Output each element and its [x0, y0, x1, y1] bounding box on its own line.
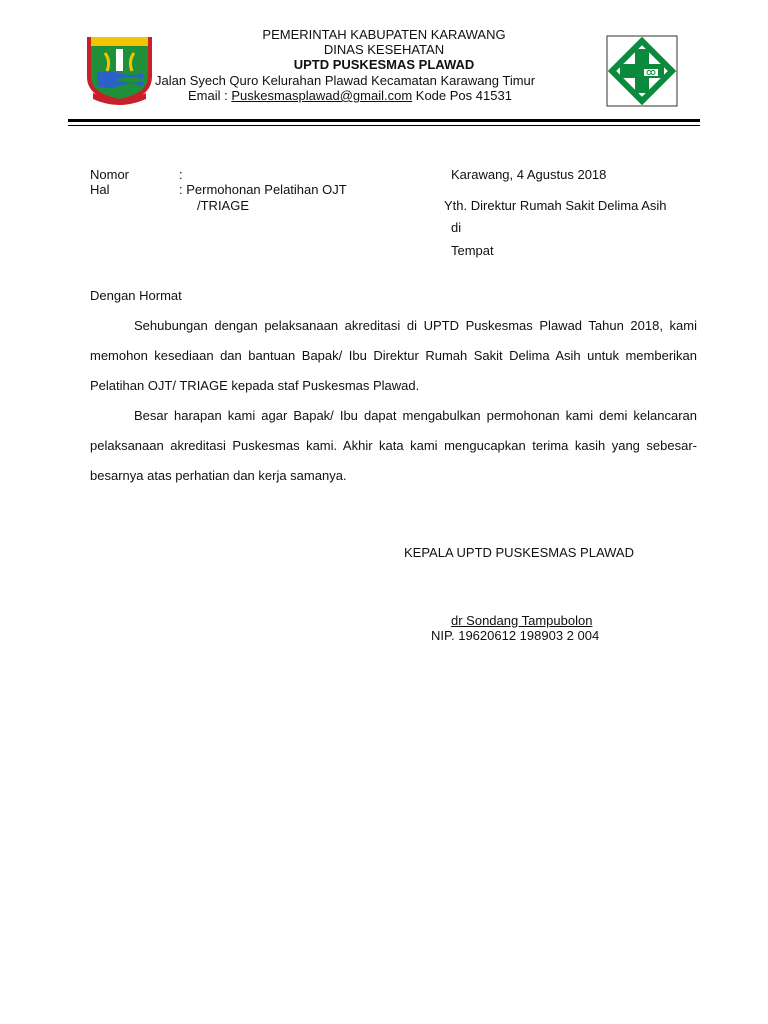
hal-label: Hal — [90, 182, 110, 197]
paragraph-2-text: Besar harapan kami agar Bapak/ Ibu dapat mengabulkan permohonan kami demi kelancaran pelaksanaan akreditasi Puskesmas kami. Akhir kata kami mengucapkan terima kasih yang sebesar-besarnya atas perhatian dan kerja samanya. — [90, 408, 697, 483]
nomor-label: Nomor — [90, 167, 130, 182]
email-link[interactable]: Puskesmasplawad@gmail.com — [231, 88, 413, 103]
letterhead-institution: UPTD PUSKESMAS PLAWAD — [293, 57, 475, 72]
signature-name: dr Sondang Tampubolon — [451, 613, 593, 628]
letterhead-divider-thin — [68, 125, 700, 126]
letterhead-government: PEMERINTAH KABUPATEN KARAWANG — [262, 27, 506, 42]
postal-code: Kode Pos 41531 — [412, 88, 512, 103]
signature-title: KEPALA UPTD PUSKESMAS PLAWAD — [404, 545, 634, 560]
recipient-place: Tempat — [451, 243, 494, 258]
letterhead-contact — [188, 88, 512, 103]
hal-value: : Permohonan Pelatihan OJT — [179, 182, 347, 197]
letterhead-address: Jalan Syech Quro Kelurahan Plawad Kecamatan Karawang Timur — [155, 73, 536, 88]
body-paragraph-1 — [90, 311, 697, 401]
recipient-di: di — [451, 220, 462, 235]
letterhead-divider-thick — [68, 119, 700, 122]
signature-nip: NIP. 19620612 198903 2 004 — [431, 628, 600, 643]
place-date: Karawang, 4 Agustus 2018 — [451, 167, 607, 182]
hal-value-continued: /TRIAGE — [197, 198, 250, 213]
email-label: Email : — [188, 88, 232, 103]
paragraph-1-text: Sehubungan dengan pelaksanaan akreditasi di UPTD Puskesmas Plawad Tahun 2018, kami memohon kesediaan dan bantuan Bapak/ Ibu Direktur Rumah Sakit Delima Asih untuk memberikan Pelatihan OJT/ TRIAGE kepada staf Puskesmas Plawad. — [90, 318, 697, 393]
greeting: Dengan Hormat — [90, 288, 182, 303]
letterhead-department: DINAS KESEHATAN — [323, 42, 445, 57]
recipient: Yth. Direktur Rumah Sakit Delima Asih — [444, 198, 667, 213]
nomor-colon: : — [179, 167, 183, 182]
body-paragraph-2 — [90, 401, 697, 491]
